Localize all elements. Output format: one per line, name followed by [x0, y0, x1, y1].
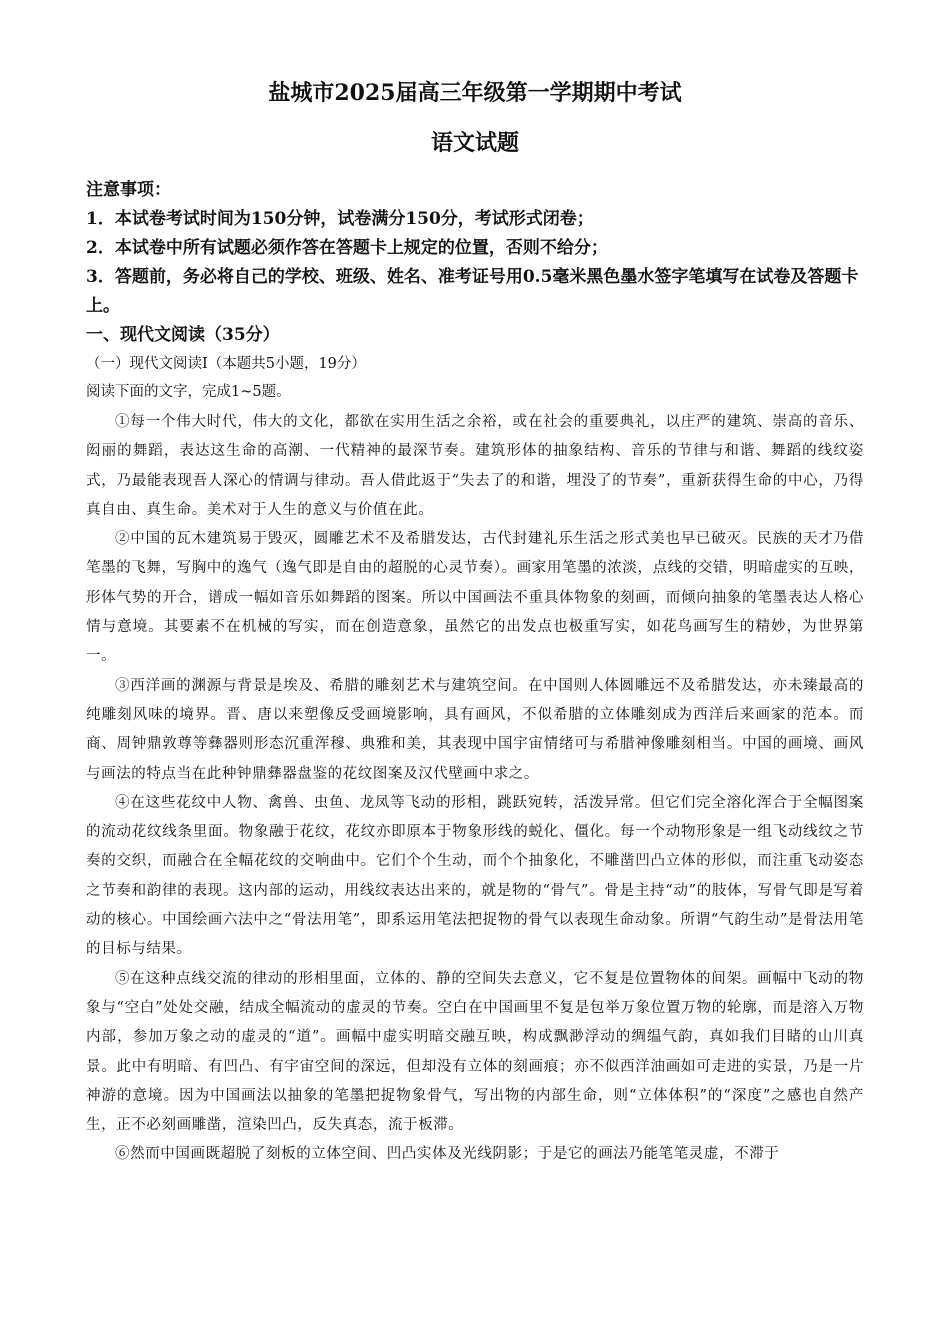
passage-paragraph: ⑤在这种点线交流的律动的形相里面，立体的、静的空间失去意义，它不复是位置物体的间架。画幅中飞动的物象与“空白”处处交融，结成全幅流动的虚灵的节奏。空白在中国画里不复是包举万象位置万物的轮廓，而是溶入万物内部，参加万象之动的虚灵的“道”。画幅中虚实明暗交融互映，构成飘渺浮动的绸缊气韵，真如我们目睹的山川真景。此中有明暗、有凹凸、有宇宙空间的深远，但却没有立体的刻画痕；亦不似西洋油画如可走进的实景，乃是一片神游的意境。因为中国画法以抽象的笔墨把捉物象骨气，写出物的内部生命，则“立体体积”的“深度”之感也自然产生，正不必刻画雕凿，渲染凹凸，反失真态，流于板滞。 — [86, 970, 864, 1134]
section-heading: 一、现代文阅读（35分） — [86, 325, 280, 345]
notice-item: 1．本试卷考试时间为150分钟，试卷满分150分，考试形式闭卷； — [86, 209, 594, 229]
passage-paragraph: ③西洋画的渊源与背景是埃及、希腊的雕刻艺术与建筑空间。在中国则人体圆雕远不及希腊发达，亦未臻最高的纯雕刻风味的境界。晋、唐以来塑像反受画境影响，具有画风，不似希腊的立体雕刻成为西洋后来画家的范本。而商、周钟鼎敦尊等彝器则形态沉重浑穆、典雅和美，其表现中国宇宙情绪可与希腊神像雕刻相当。中国的画境、画风与画法的特点当在此种钟鼎彝器盘鉴的花纹图案及汉代壁画中求之。 — [86, 677, 864, 782]
notice-item: 3．答题前，务必将自己的学校、班级、姓名、准考证号用0.5毫米黑色墨水签字笔填写在试卷及答题卡上。 — [86, 267, 859, 316]
notice-item: 2．本试卷中所有试题必须作答在答题卡上规定的位置，否则不给分； — [86, 238, 608, 258]
section-subheading: （一）现代文阅读I（本题共5小题，19分） — [86, 356, 366, 372]
reading-passage — [86, 408, 864, 1170]
exam-subtitle: 语文试题 — [430, 130, 519, 156]
passage-paragraph: ⑥然而中国画既超脱了刻板的立体空间、凹凸实体及光线阴影；于是它的画法乃能笔笔灵虚，不滞于 — [115, 1146, 780, 1163]
exam-title: 盐城市2025届高三年级第一学期期中考试 — [268, 80, 682, 106]
passage-paragraph: ①每一个伟大时代，伟大的文化，都欲在实用生活之余裕，或在社会的重要典礼，以庄严的建筑、崇高的音乐、闳丽的舞蹈，表达这生命的高潮、一代精神的最深节奏。建筑形体的抽象结构、音乐的节律与和谐、舞蹈的线纹姿式，乃最能表现吾人深心的情调与律动。吾人借此返于“失去了的和谐，埋没了的节奏”，重新获得生命的中心，乃得真自由、真生命。美术对于人生的意义与价值在此。 — [86, 414, 864, 518]
notice-heading: 注意事项： — [86, 180, 171, 200]
passage-paragraph: ④在这些花纹中人物、禽兽、虫鱼、龙凤等飞动的形相，跳跃宛转，活泼异常。但它们完全溶化浑合于全幅图案的流动花纹线条里面。物象融于花纹，花纹亦即原本于物象形线的蜕化、僵化。每一个动物形象是一组飞动线纹之节奏的交织，而融合在全幅花纹的交响曲中。它们个个生动，而个个抽象化，不雕凿凹凸立体的形似，而注重飞动姿态之节奏和韵律的表现。这内部的运动，用线纹表达出来的，就是物的“骨气”。骨是主持“动”的肢体，写骨气即是写着动的核心。中国绘画六法中之“骨法用笔”，即系运用笔法把捉物的骨气以表现生命动象。所谓“气韵生动”是骨法用笔的目标与结果。 — [86, 794, 864, 958]
passage-paragraph: ②中国的瓦木建筑易于毁灭，圆雕艺术不及希腊发达，古代封建礼乐生活之形式美也早已破灭。民族的天才乃借笔墨的飞舞，写胸中的逸气（逸气即是自由的超脱的心灵节奏）。画家用笔墨的浓淡，点线的交错，明暗虚实的互映，形体气势的开合，谱成一幅如音乐如舞蹈的图案。所以中国画法不重具体物象的刻画，而倾向抽象的笔墨表达人格心情与意境。其要素不在机械的写实，而在创造意象，虽然它的出发点也极重写实，如花鸟画写生的精妙，为世界第一。 — [86, 531, 864, 665]
reading-instruction: 阅读下面的文字，完成1~5题。 — [86, 384, 291, 400]
notice-block — [86, 176, 864, 321]
